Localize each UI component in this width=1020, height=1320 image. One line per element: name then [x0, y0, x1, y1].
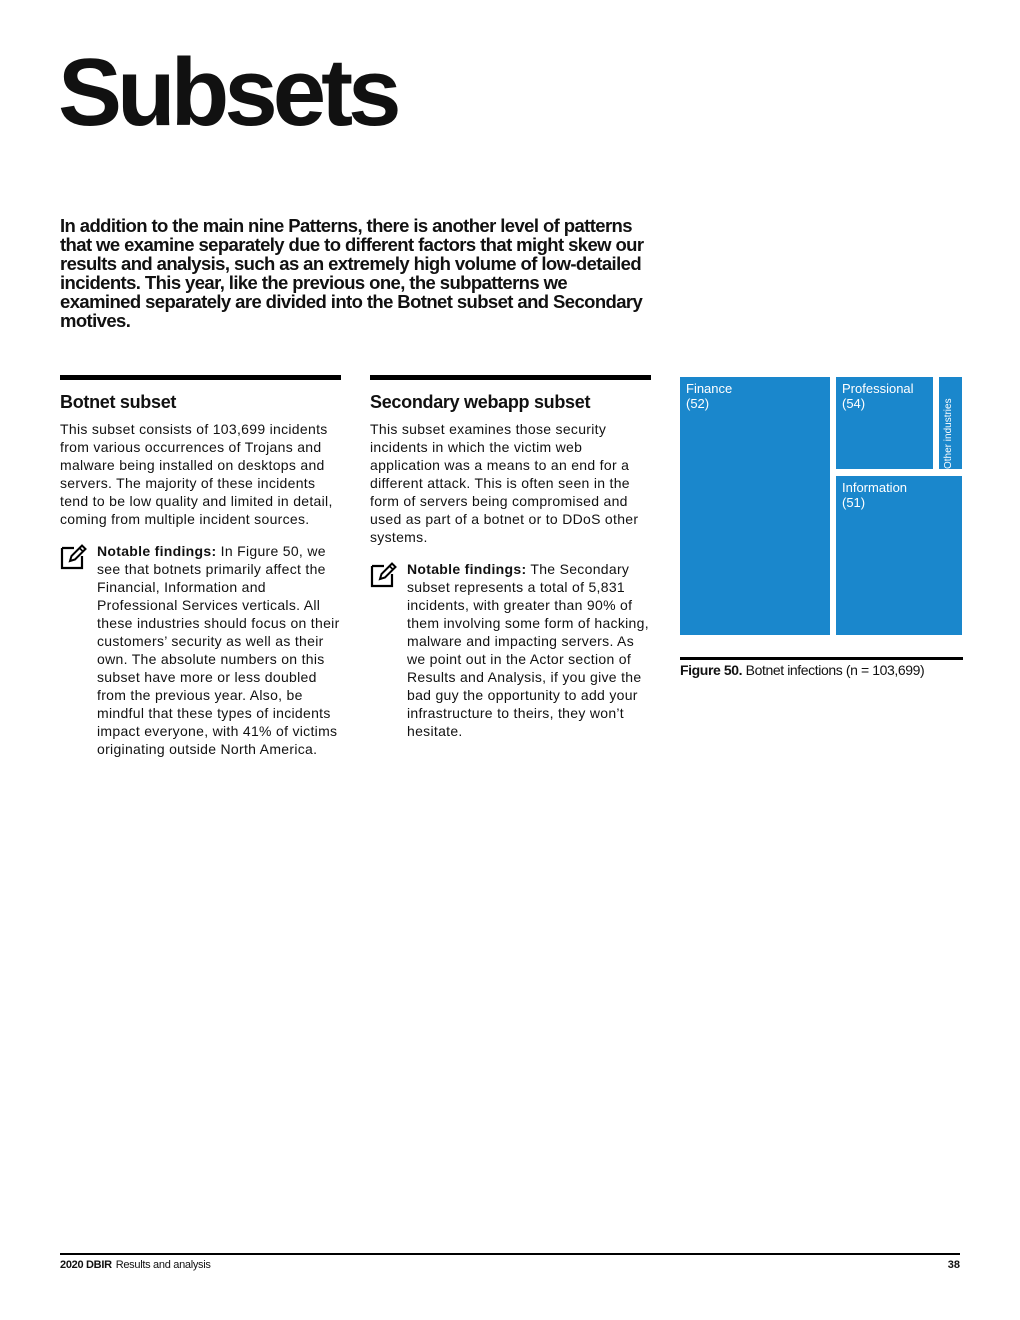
treemap-tile-professional — [836, 377, 933, 469]
column-rule — [370, 375, 651, 380]
figure-title: Botnet infections (n = 103,699) — [745, 662, 925, 678]
tile-value: (52) — [686, 396, 710, 411]
webapp-finding-text — [407, 560, 651, 740]
tile-label: Finance — [686, 381, 733, 396]
footer-section: Results and analysis — [115, 1259, 211, 1271]
finding-body: In Figure 50, we see that botnets primarily affect the Financial, Information and Professional Services verticals. All these industries should focus on their customers’ security as well as their own. The absolute numbers on this subset have more or less doubled from the previous year. Also, be mindful that these types of incidents impact everyone, with 41% of victims originating outside North America. — [97, 543, 340, 757]
webapp-column — [370, 375, 651, 740]
webapp-body: This subset examines those security incidents in which the victim web application was a means to an end for a different attack. This is often seen in the form of servers being compromised and used as part of a botnet or to DDoS other systems. — [370, 421, 639, 545]
finding-label: Notable findings: — [97, 543, 217, 559]
botnet-body: This subset consists of 103,699 incidents from various occurrences of Trojans and malware being installed on desktops and servers. The majority of these incidents tend to be low quality and limited in detail, coming from multiple incident sources. — [60, 421, 333, 527]
footer-brand: 2020 DBIR — [60, 1259, 112, 1271]
tile-label: Professional — [842, 381, 914, 396]
tile-value: (51) — [842, 495, 866, 510]
botnet-treemap — [680, 377, 962, 635]
botnet-column — [60, 375, 341, 758]
footer — [60, 1259, 211, 1271]
tile-label: Other industries — [943, 398, 954, 469]
webapp-finding — [370, 560, 651, 740]
treemap-tile-information — [836, 476, 962, 635]
webapp-heading: Secondary webapp subset — [370, 392, 591, 412]
column-rule — [60, 375, 341, 380]
note-pencil-icon — [370, 560, 398, 588]
figure-rule — [680, 657, 963, 660]
finding-body: The Secondary subset represents a total of 5,831 incidents, with greater than 90% of them involving some form of hacking, malware and impacting servers. As we point out in the Actor section of Results and Analysis, if you give the bad guy the opportunity to add your infrastructure to theirs, they won’t hesitate. — [407, 561, 649, 739]
note-pencil-icon — [60, 542, 88, 570]
tile-label: Information — [842, 480, 908, 495]
treemap-tile-finance — [680, 377, 830, 635]
tile-value: (54) — [842, 396, 866, 411]
treemap-tile-other — [939, 377, 962, 469]
page-title: Subsets — [58, 39, 397, 146]
botnet-finding — [60, 542, 341, 758]
botnet-finding-text — [97, 542, 341, 758]
footer-rule — [60, 1253, 960, 1255]
figure-caption — [680, 662, 924, 678]
finding-label: Notable findings: — [407, 561, 527, 577]
page-number: 38 — [947, 1259, 960, 1271]
intro-paragraph: In addition to the main nine Patterns, there is another level of patterns that we examine separately due to different factors that might skew our results and analysis, such as an extremely high volume of low-detailed incidents. This year, like the previous one, the subpatterns we examined separately are divided into the Botnet subset and Secondary motives. — [60, 215, 644, 331]
botnet-heading: Botnet subset — [60, 392, 177, 412]
figure-number: Figure 50. — [680, 662, 743, 678]
